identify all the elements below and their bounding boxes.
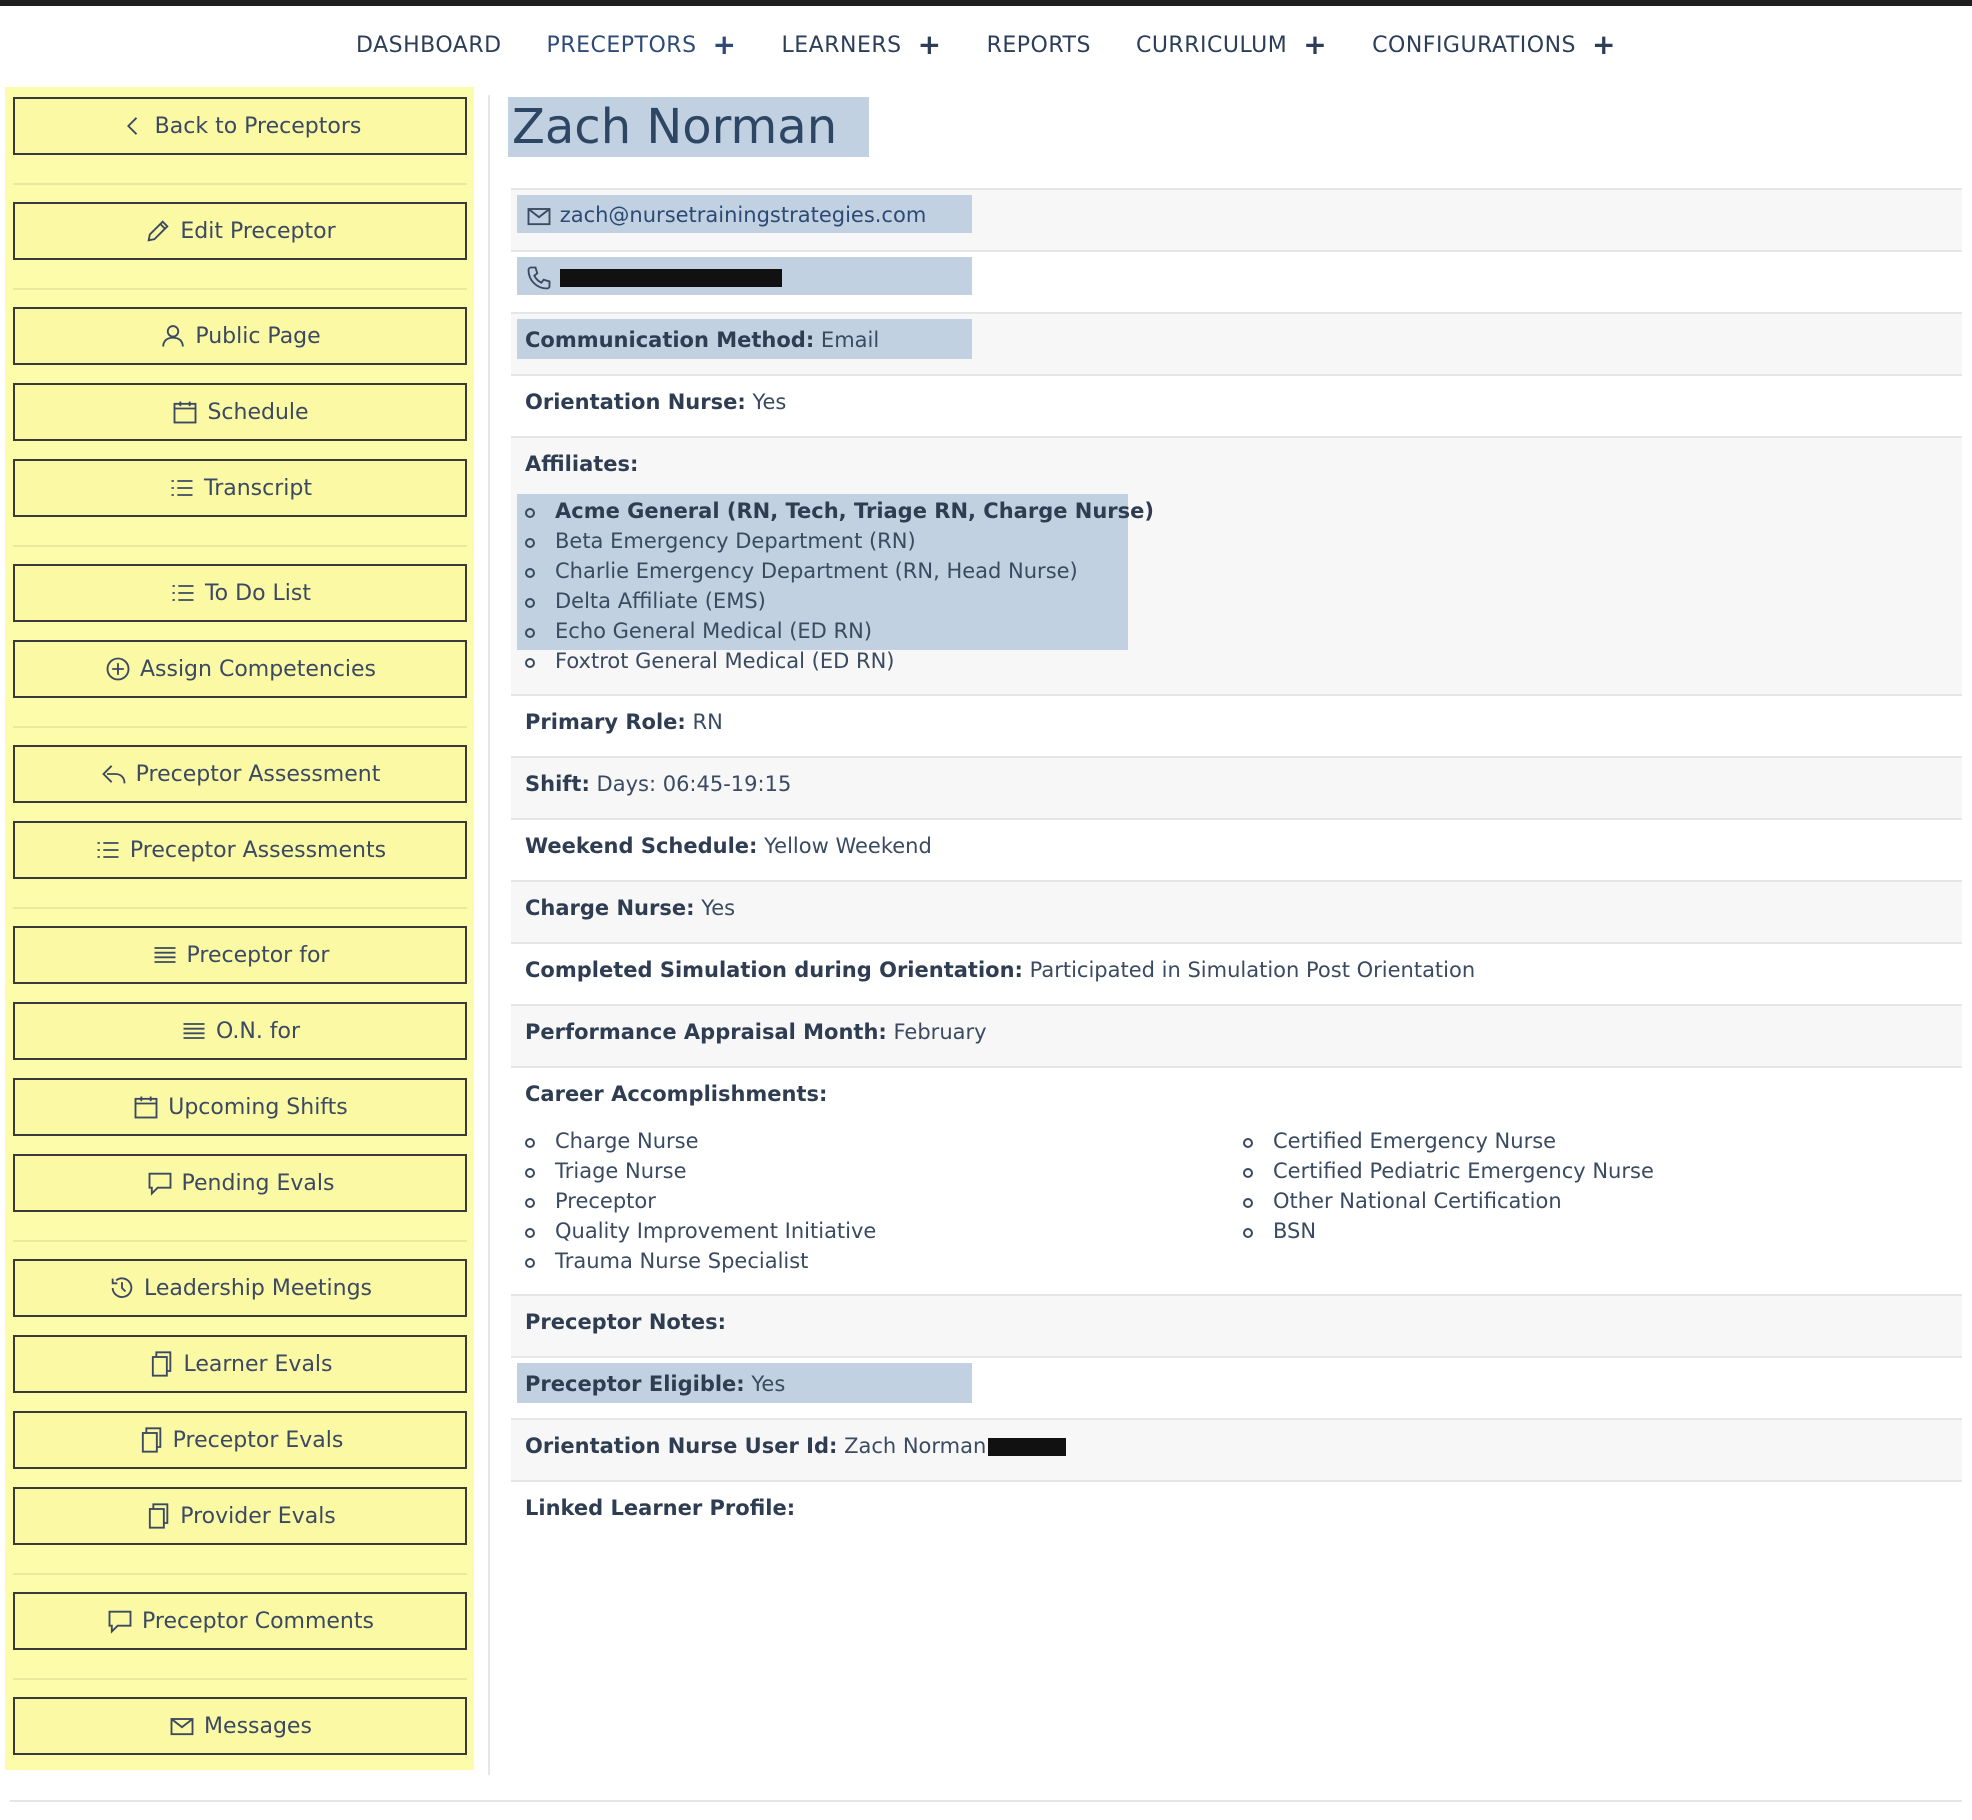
- field-label: Communication Method:: [525, 328, 815, 352]
- pending-evals-button[interactable]: [13, 1154, 467, 1212]
- item-text: Trauma Nurse Specialist: [555, 1249, 809, 1273]
- field-label: Primary Role:: [525, 710, 686, 734]
- shift-row: [511, 756, 1962, 818]
- field-label: Orientation Nurse:: [525, 390, 746, 414]
- divider: [488, 95, 490, 1775]
- field-value: Zach Norman: [844, 1434, 987, 1458]
- field-label: Career Accomplishments:: [525, 1082, 828, 1106]
- plus-icon[interactable]: +: [712, 28, 737, 61]
- divider: [13, 183, 467, 185]
- to-do-list-button[interactable]: [13, 564, 467, 622]
- preceptor-assessments-button[interactable]: [13, 821, 467, 879]
- nav-label: PRECEPTORS: [546, 32, 697, 58]
- communication-method-row: [511, 312, 1962, 374]
- divider: [13, 545, 467, 547]
- list-item: [511, 496, 1154, 526]
- item-text: Beta Emergency Department (RN): [555, 529, 916, 553]
- plus-icon[interactable]: +: [1303, 28, 1328, 61]
- field-value: Yes: [751, 1372, 786, 1396]
- divider: [13, 1678, 467, 1680]
- nav-preceptors[interactable]: [547, 28, 737, 62]
- primary-role-row: [511, 694, 1962, 756]
- list-item: [1229, 1186, 1654, 1216]
- button-label: Preceptor Assessment: [135, 761, 381, 787]
- item-text: Foxtrot General Medical (ED RN): [555, 649, 895, 673]
- button-label: Preceptor Assessments: [129, 837, 387, 863]
- list-icon: [94, 836, 122, 864]
- redacted-id: [988, 1438, 1066, 1456]
- item-text: Preceptor: [555, 1189, 656, 1213]
- field-value: Yes: [701, 896, 736, 920]
- copy-icon: [137, 1426, 165, 1454]
- button-label: Public Page: [195, 323, 321, 349]
- list-item: [511, 1126, 876, 1156]
- user-icon: [159, 322, 187, 350]
- button-label: Messages: [204, 1713, 312, 1739]
- history-icon: [108, 1274, 136, 1302]
- item-text: BSN: [1273, 1219, 1317, 1243]
- edit-preceptor-button[interactable]: [13, 202, 467, 260]
- list-item: [511, 646, 1154, 676]
- nav-dashboard[interactable]: [356, 28, 502, 62]
- nav-curriculum[interactable]: [1136, 28, 1327, 62]
- plus-circle-icon: [104, 655, 132, 683]
- field-label: Performance Appraisal Month:: [525, 1020, 887, 1044]
- list-icon: [169, 579, 197, 607]
- redacted-phone: [560, 269, 782, 287]
- nav-configurations[interactable]: [1372, 28, 1616, 62]
- item-text: Acme General (RN, Tech, Triage RN, Charge Nurse): [555, 499, 1155, 523]
- on-user-id-row: [511, 1418, 1962, 1480]
- list-icon: [168, 474, 196, 502]
- field-label: Preceptor Eligible:: [525, 1372, 745, 1396]
- field-value: RN: [692, 710, 723, 734]
- preceptor-for-button[interactable]: [13, 926, 467, 984]
- divider: [13, 1573, 467, 1575]
- phone-row: [511, 250, 1962, 312]
- affiliates-row: [511, 436, 1962, 694]
- email-row: [511, 188, 1962, 250]
- pencil-icon: [144, 217, 172, 245]
- nav-label: CONFIGURATIONS: [1372, 32, 1576, 58]
- chat-icon: [146, 1169, 174, 1197]
- schedule-button[interactable]: [13, 383, 467, 441]
- preceptor-assessment-button[interactable]: [13, 745, 467, 803]
- leadership-meetings-button[interactable]: [13, 1259, 467, 1317]
- phone-icon: [525, 264, 553, 292]
- copy-icon: [144, 1502, 172, 1530]
- nav-learners[interactable]: [782, 28, 942, 62]
- page-title: Zach Norman: [508, 97, 869, 157]
- button-label: Edit Preceptor: [180, 218, 336, 244]
- chevron-left-icon: [119, 112, 147, 140]
- career-accomplishments-row: [511, 1066, 1962, 1294]
- item-text: Charge Nurse: [555, 1129, 699, 1153]
- nav-label: REPORTS: [986, 32, 1091, 58]
- button-label: Preceptor Comments: [142, 1608, 374, 1634]
- list-item: [1229, 1216, 1654, 1246]
- field-label: Linked Learner Profile:: [525, 1496, 796, 1520]
- field-label: Affiliates:: [525, 452, 639, 476]
- career-list-right: [1229, 1126, 1654, 1246]
- field-label: Weekend Schedule:: [525, 834, 758, 858]
- field-value: Participated in Simulation Post Orientation: [1029, 958, 1476, 982]
- charge-nurse-row: [511, 880, 1962, 942]
- divider: [13, 1240, 467, 1242]
- divider: [13, 726, 467, 728]
- divider: [10, 1800, 1962, 1802]
- learner-evals-button[interactable]: [13, 1335, 467, 1393]
- field-label: Completed Simulation during Orientation:: [525, 958, 1023, 982]
- divider: [13, 907, 467, 909]
- provider-evals-button[interactable]: [13, 1487, 467, 1545]
- affiliates-list: [511, 496, 1154, 676]
- item-text: Other National Certification: [1273, 1189, 1562, 1213]
- button-label: Preceptor for: [186, 942, 330, 968]
- lines-icon: [180, 1017, 208, 1045]
- mail-icon: [168, 1712, 196, 1740]
- nav-label: DASHBOARD: [356, 32, 502, 58]
- transcript-button[interactable]: [13, 459, 467, 517]
- item-text: Echo General Medical (ED RN): [555, 619, 873, 643]
- item-text: Charlie Emergency Department (RN, Head Nurse): [555, 559, 1078, 583]
- list-item: [511, 556, 1154, 586]
- button-label: Pending Evals: [181, 1170, 335, 1196]
- email-link[interactable]: zach@nursetrainingstrategies.com: [559, 203, 927, 227]
- field-label: Charge Nurse:: [525, 896, 695, 920]
- button-label: Learner Evals: [183, 1351, 333, 1377]
- simulation-row: [511, 942, 1962, 1004]
- list-item: [511, 586, 1154, 616]
- preceptor-notes-row: [511, 1294, 1962, 1356]
- on-for-button[interactable]: [13, 1002, 467, 1060]
- upcoming-shifts-button[interactable]: [13, 1078, 467, 1136]
- sidebar: [5, 87, 474, 1770]
- preceptor-eligible-row: [511, 1356, 1962, 1418]
- back-to-preceptors-button[interactable]: [13, 97, 467, 155]
- divider: [13, 288, 467, 290]
- messages-button[interactable]: [13, 1697, 467, 1755]
- list-item: [511, 526, 1154, 556]
- public-page-button[interactable]: [13, 307, 467, 365]
- list-item: [511, 1216, 876, 1246]
- button-label: Preceptor Evals: [172, 1427, 344, 1453]
- plus-icon[interactable]: +: [1592, 28, 1616, 61]
- preceptor-evals-button[interactable]: [13, 1411, 467, 1469]
- calendar-icon: [132, 1093, 160, 1121]
- nav-label: CURRICULUM: [1135, 32, 1288, 58]
- button-label: Schedule: [207, 399, 309, 425]
- field-value: February: [893, 1020, 987, 1044]
- lines-icon: [151, 941, 179, 969]
- linked-learner-row: [511, 1480, 1962, 1542]
- list-item: [511, 616, 1154, 646]
- copy-icon: [147, 1350, 175, 1378]
- button-label: Leadership Meetings: [143, 1275, 373, 1301]
- button-label: To Do List: [204, 580, 311, 606]
- nav-reports[interactable]: [987, 28, 1091, 62]
- main-nav: [0, 28, 1972, 62]
- calendar-icon: [171, 398, 199, 426]
- button-label: Provider Evals: [180, 1503, 336, 1529]
- chat-icon: [106, 1607, 134, 1635]
- weekend-schedule-row: [511, 818, 1962, 880]
- button-label: O.N. for: [215, 1018, 301, 1044]
- item-text: Delta Affiliate (EMS): [555, 589, 766, 613]
- item-text: Triage Nurse: [555, 1159, 687, 1183]
- assign-competencies-button[interactable]: [13, 640, 467, 698]
- list-item: [511, 1156, 876, 1186]
- item-text: Certified Pediatric Emergency Nurse: [1273, 1159, 1654, 1183]
- field-value: Days: 06:45-19:15: [596, 772, 792, 796]
- field-label: Orientation Nurse User Id:: [525, 1434, 838, 1458]
- field-value: Email: [820, 328, 880, 352]
- nav-label: LEARNERS: [781, 32, 902, 58]
- button-label: Assign Competencies: [139, 656, 377, 682]
- item-text: Certified Emergency Nurse: [1273, 1129, 1557, 1153]
- list-item: [511, 1246, 876, 1276]
- list-item: [1229, 1126, 1654, 1156]
- button-label: Back to Preceptors: [154, 113, 362, 139]
- orientation-nurse-row: [511, 374, 1962, 436]
- button-label: Transcript: [204, 475, 312, 501]
- appraisal-month-row: [511, 1004, 1962, 1066]
- top-bar: [0, 0, 1972, 6]
- field-label: Shift:: [525, 772, 590, 796]
- list-item: [511, 1186, 876, 1216]
- field-label: Preceptor Notes:: [525, 1310, 727, 1334]
- plus-icon[interactable]: +: [917, 28, 942, 61]
- mail-icon: [525, 202, 553, 230]
- field-value: Yes: [752, 390, 787, 414]
- item-text: Quality Improvement Initiative: [555, 1219, 877, 1243]
- preceptor-comments-button[interactable]: [13, 1592, 467, 1650]
- button-label: Upcoming Shifts: [168, 1094, 348, 1120]
- field-value: Yellow Weekend: [764, 834, 932, 858]
- career-list-left: [511, 1126, 876, 1276]
- list-item: [1229, 1156, 1654, 1186]
- reply-icon: [100, 760, 128, 788]
